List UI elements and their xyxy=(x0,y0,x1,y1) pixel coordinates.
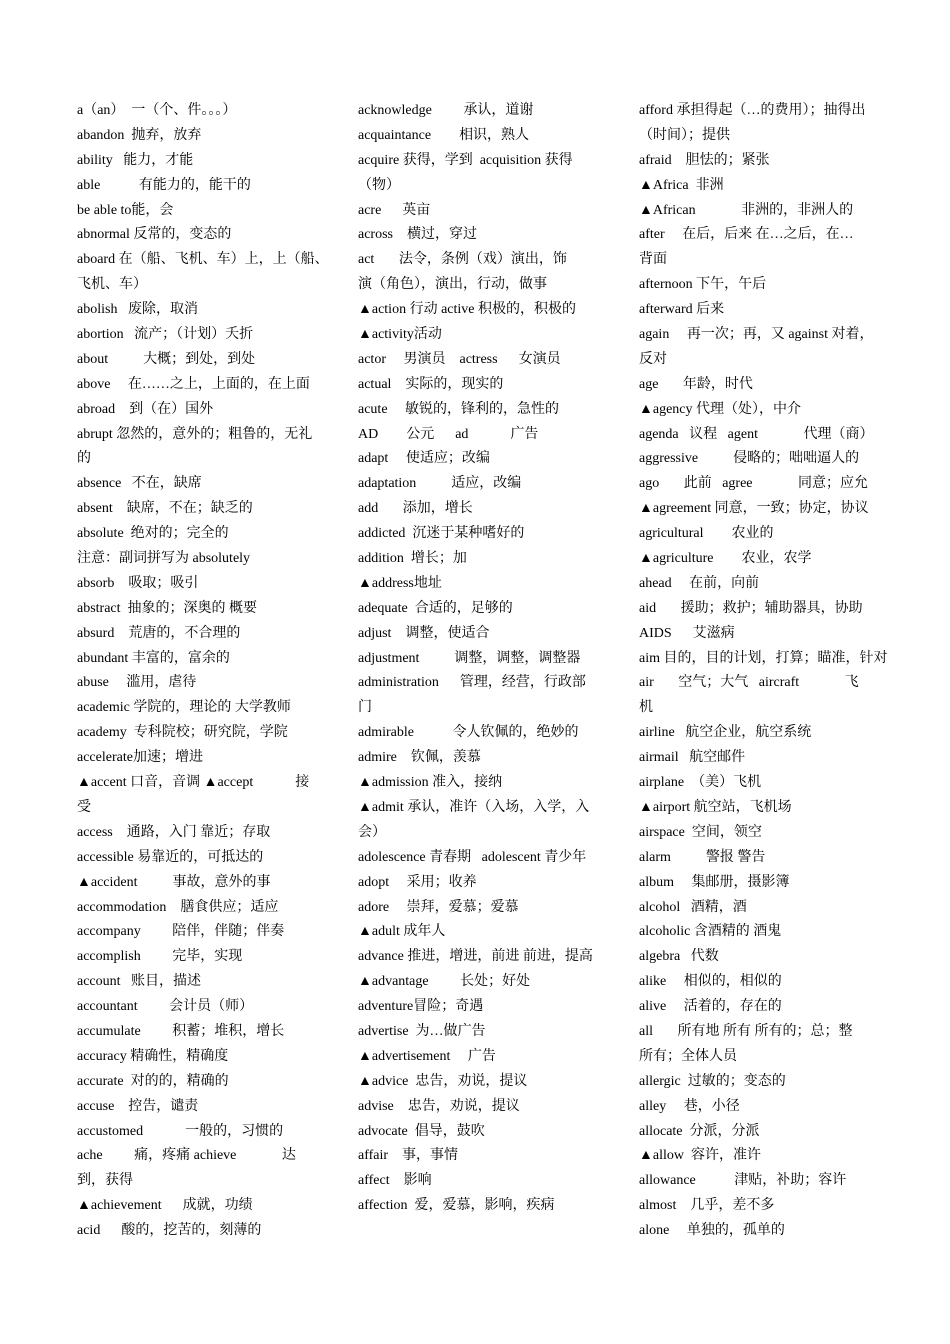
vocab-line: absolute 绝对的；完全的 xyxy=(77,526,229,542)
vocab-line: aim 目的，目的计划，打算；瞄准，针对 xyxy=(639,650,888,666)
vocab-line: 门 xyxy=(358,700,372,716)
vocab-line: airspace 空间，领空 xyxy=(639,824,762,840)
vocab-line: ▲address地址 xyxy=(358,575,442,591)
vocab-line: abrupt 忽然的，意外的；粗鲁的，无礼 xyxy=(77,426,313,442)
vocab-line: ▲advice 忠告，劝说，提议 xyxy=(358,1073,528,1089)
vocab-line: ▲adult 成年人 xyxy=(358,924,446,940)
vocab-line: add 添加，增长 xyxy=(358,501,473,517)
vocab-line: advertise 为…做广告 xyxy=(358,1023,486,1039)
vocab-line: ▲activity活动 xyxy=(358,327,442,343)
vocab-line: ▲African 非洲的，非洲人的 xyxy=(639,202,854,218)
vocab-line: 机 xyxy=(639,700,653,716)
vocab-line: airline 航空企业，航空系统 xyxy=(639,725,812,741)
vocab-line: accumulate 积蓄；堆积，增长 xyxy=(77,1023,285,1039)
vocab-line: ▲airport 航空站，飞机场 xyxy=(639,799,792,815)
vocab-line: access 通路，入门 靠近；存取 xyxy=(77,824,271,840)
vocab-line: adopt 采用；收养 xyxy=(358,874,477,890)
vocab-line: adjustment 调整，调整，调整器 xyxy=(358,650,581,666)
vocab-line: abroad 到（在）国外 xyxy=(77,401,214,417)
vocab-line: addition 增长；加 xyxy=(358,551,467,567)
vocab-line: absent 缺席，不在；缺乏的 xyxy=(77,501,253,517)
vocab-line: 注意：副词拼写为 absolutely xyxy=(77,551,251,567)
vocab-line: alcoholic 含酒精的 酒鬼 xyxy=(639,924,782,940)
vocab-line: ▲accident 事故，意外的事 xyxy=(77,874,271,890)
vocab-line: 的 xyxy=(77,451,91,467)
vocab-line: afternoon 下午，午后 xyxy=(639,277,767,293)
vocab-line: AIDS 艾滋病 xyxy=(639,625,735,641)
vocab-line: affect 影响 xyxy=(358,1173,432,1189)
vocab-line: acute 敏锐的，锋利的，急性的 xyxy=(358,401,560,417)
vocab-line: able 有能力的，能干的 xyxy=(77,177,251,193)
vocab-line: 到，获得 xyxy=(77,1173,133,1189)
vocab-line: alarm 警报 警告 xyxy=(639,849,766,865)
vocab-line: accountant 会计员（师） xyxy=(77,999,254,1015)
vocab-line: ache 痛，疼痛 achieve 达 xyxy=(77,1148,296,1164)
vocab-line: adjust 调整，使适合 xyxy=(358,625,490,641)
vocab-line: ▲advertisement 广告 xyxy=(358,1048,496,1064)
vocab-line: abstract 抽象的；深奥的 概要 xyxy=(77,600,258,616)
vocab-line: adequate 合适的，足够的 xyxy=(358,600,513,616)
vocab-line: accomplish 完毕，实现 xyxy=(77,949,243,965)
vocab-line: 受 xyxy=(77,799,91,815)
vocab-line: airmail 航空邮件 xyxy=(639,750,746,766)
vocab-line: accuse 控告，谴责 xyxy=(77,1098,199,1114)
vocab-line: a（an） 一（个、件。。。） xyxy=(77,103,237,118)
vocab-line: acre 英亩 xyxy=(358,202,431,218)
vocab-line: absorb 吸取；吸引 xyxy=(77,575,199,591)
vocab-line: about 大概；到处，到处 xyxy=(77,351,256,367)
vocab-line: administration 管理，经营，行政部 xyxy=(358,675,586,691)
vocab-line: all 所有地 所有 所有的；总；整 xyxy=(639,1023,853,1039)
vocab-line: advise 忠告，劝说，提议 xyxy=(358,1098,520,1114)
vocab-line: aid 援助；救护；辅助器具，协助 xyxy=(639,600,863,616)
vocab-line: ▲admission 准入，接纳 xyxy=(358,775,503,791)
vocab-line: ▲Africa 非洲 xyxy=(639,177,724,193)
vocab-line: abnormal 反常的，变态的 xyxy=(77,227,232,243)
vocab-line: 飞机、车） xyxy=(77,277,147,293)
vocab-line: admire 钦佩，羡慕 xyxy=(358,750,481,766)
vocab-line: （物） xyxy=(358,177,400,193)
vocab-line: advocate 倡导，鼓吹 xyxy=(358,1123,485,1139)
vocab-line: AD 公元 ad 广告 xyxy=(358,426,539,442)
vocab-line: accessible 易靠近的，可抵达的 xyxy=(77,849,264,865)
vocab-line: accuracy 精确性，精确度 xyxy=(77,1048,229,1064)
vocab-line: agenda 议程 agent 代理（商） xyxy=(639,426,874,442)
vocab-line: ▲allow 容许，准许 xyxy=(639,1148,761,1164)
vocab-line: accurate 对的的，精确的 xyxy=(77,1073,229,1089)
vocab-line: adolescence 青春期 adolescent 青少年 xyxy=(358,849,587,865)
vocab-line: abandon 抛弃，放弃 xyxy=(77,127,202,143)
vocab-line: ▲agriculture 农业，农学 xyxy=(639,551,812,567)
vocab-line: account 账目，描述 xyxy=(77,974,202,990)
vocab-line: abundant 丰富的，富余的 xyxy=(77,650,230,666)
vocab-line: accompany 陪伴，伴随；伴奏 xyxy=(77,924,285,940)
vocab-line: air 空气；大气 aircraft 飞 xyxy=(639,675,859,691)
vocab-line: adore 崇拜，爱慕；爱慕 xyxy=(358,899,519,915)
vocab-line: academy 专科院校；研究院，学院 xyxy=(77,725,288,741)
vocab-line: act 法令，条例（戏）演出，饰 xyxy=(358,252,567,268)
vocab-line: above 在……之上，上面的，在上面 xyxy=(77,376,310,392)
vocab-line: accommodation 膳食供应；适应 xyxy=(77,899,279,915)
vocab-line: 演（角色），演出，行动，做事 xyxy=(358,277,547,293)
vocab-line: agricultural 农业的 xyxy=(639,526,774,542)
vocab-line: adapt 使适应；改编 xyxy=(358,451,490,467)
vocab-line: after 在后，后来 在…之后，在… xyxy=(639,227,854,243)
vocab-line: absurd 荒唐的，不合理的 xyxy=(77,625,241,641)
vocab-line: acid 酸的，挖苦的，刻薄的 xyxy=(77,1223,262,1239)
vocab-line: afraid 胆怯的；紧张 xyxy=(639,152,770,168)
vocab-line: accustomed 一般的，习惯的 xyxy=(77,1123,284,1139)
vocab-line: age 年龄，时代 xyxy=(639,376,753,392)
vocab-line: almost 几乎，差不多 xyxy=(639,1198,775,1214)
vocab-line: allowance 津贴，补助；容许 xyxy=(639,1173,847,1189)
vocab-line: airplane （美）飞机 xyxy=(639,775,762,791)
vocab-line: affection 爱，爱慕，影响，疾病 xyxy=(358,1198,555,1214)
vocab-line: 所有；全体人员 xyxy=(639,1048,737,1064)
vocab-line: accelerate加速；增进 xyxy=(77,750,203,766)
vocab-line: album 集邮册，摄影簿 xyxy=(639,874,790,890)
vocab-line: absence 不在，缺席 xyxy=(77,476,202,492)
vocab-line: alley 巷，小径 xyxy=(639,1098,740,1114)
vocab-line: abortion 流产；（计划）夭折 xyxy=(77,327,254,343)
vocab-line: 会） xyxy=(358,824,386,840)
vocab-line: actor 男演员 actress 女演员 xyxy=(358,351,561,367)
vocab-line: alcohol 酒精，酒 xyxy=(639,899,747,915)
vocab-column-2 xyxy=(358,99,604,1219)
vocab-line: alike 相似的，相似的 xyxy=(639,974,782,990)
vocab-line: abolish 废除，取消 xyxy=(77,302,198,318)
vocab-line: affair 事，事情 xyxy=(358,1148,459,1164)
vocab-line: allocate 分派，分派 xyxy=(639,1123,760,1139)
vocab-line: addicted 沉迷于某种嗜好的 xyxy=(358,526,525,542)
vocab-line: ▲agency 代理（处），中介 xyxy=(639,401,801,417)
vocab-line: academic 学院的，理论的 大学教师 xyxy=(77,700,291,716)
vocab-line: ▲admit 承认，准许（入场，入学，入 xyxy=(358,799,590,815)
vocab-line: again 再一次；再，又 against 对着， xyxy=(639,327,874,343)
vocab-line: aboard 在（船、飞机、车）上，上（船、 xyxy=(77,252,329,268)
vocab-line: aggressive 侵略的；咄咄逼人的 xyxy=(639,451,860,467)
vocab-line: ▲accent 口音，音调 ▲accept 接 xyxy=(77,775,310,791)
vocab-line: abuse 滥用，虐待 xyxy=(77,675,197,691)
vocab-line: （时间）；提供 xyxy=(639,127,730,143)
vocab-line: allergic 过敏的；变态的 xyxy=(639,1073,786,1089)
vocab-line: acquire 获得，学到 acquisition 获得 xyxy=(358,152,573,168)
vocab-line: alive 活着的，存在的 xyxy=(639,999,782,1015)
vocab-line: algebra 代数 xyxy=(639,949,719,965)
vocab-line: adventure冒险；奇遇 xyxy=(358,999,484,1015)
vocab-line: afford 承担得起（…的费用）；抽得出 xyxy=(639,103,866,118)
vocab-line: 背面 xyxy=(639,252,667,268)
vocab-line: acquaintance 相识，熟人 xyxy=(358,127,530,143)
vocab-line: ▲action 行动 active 积极的，积极的 xyxy=(358,302,576,318)
vocab-line: advance 推进，增进，前进 前进，提高 xyxy=(358,949,593,965)
vocab-line: be able to能，会 xyxy=(77,202,174,218)
vocab-line: ▲achievement 成就，功绩 xyxy=(77,1198,253,1214)
vocab-line: afterward 后来 xyxy=(639,302,725,318)
vocab-line: acknowledge 承认，道谢 xyxy=(358,103,534,118)
vocab-line: adaptation 适应，改编 xyxy=(358,476,522,492)
vocab-line: actual 实际的，现实的 xyxy=(358,376,504,392)
vocab-column-1 xyxy=(77,99,329,1244)
vocab-line: ago 此前 agree 同意；应允 xyxy=(639,476,869,492)
vocab-column-3 xyxy=(639,99,888,1244)
vocab-line: ahead 在前，向前 xyxy=(639,575,760,591)
vocab-line: admirable 令人钦佩的，绝妙的 xyxy=(358,725,579,741)
vocab-line: 反对 xyxy=(639,351,667,367)
vocab-line: ▲advantage 长处；好处 xyxy=(358,974,531,990)
vocab-line: across 横过，穿过 xyxy=(358,227,477,243)
vocab-line: ▲agreement 同意，一致；协定，协议 xyxy=(639,501,869,517)
vocab-line: ability 能力，才能 xyxy=(77,152,194,168)
vocab-line: alone 单独的，孤单的 xyxy=(639,1223,785,1239)
